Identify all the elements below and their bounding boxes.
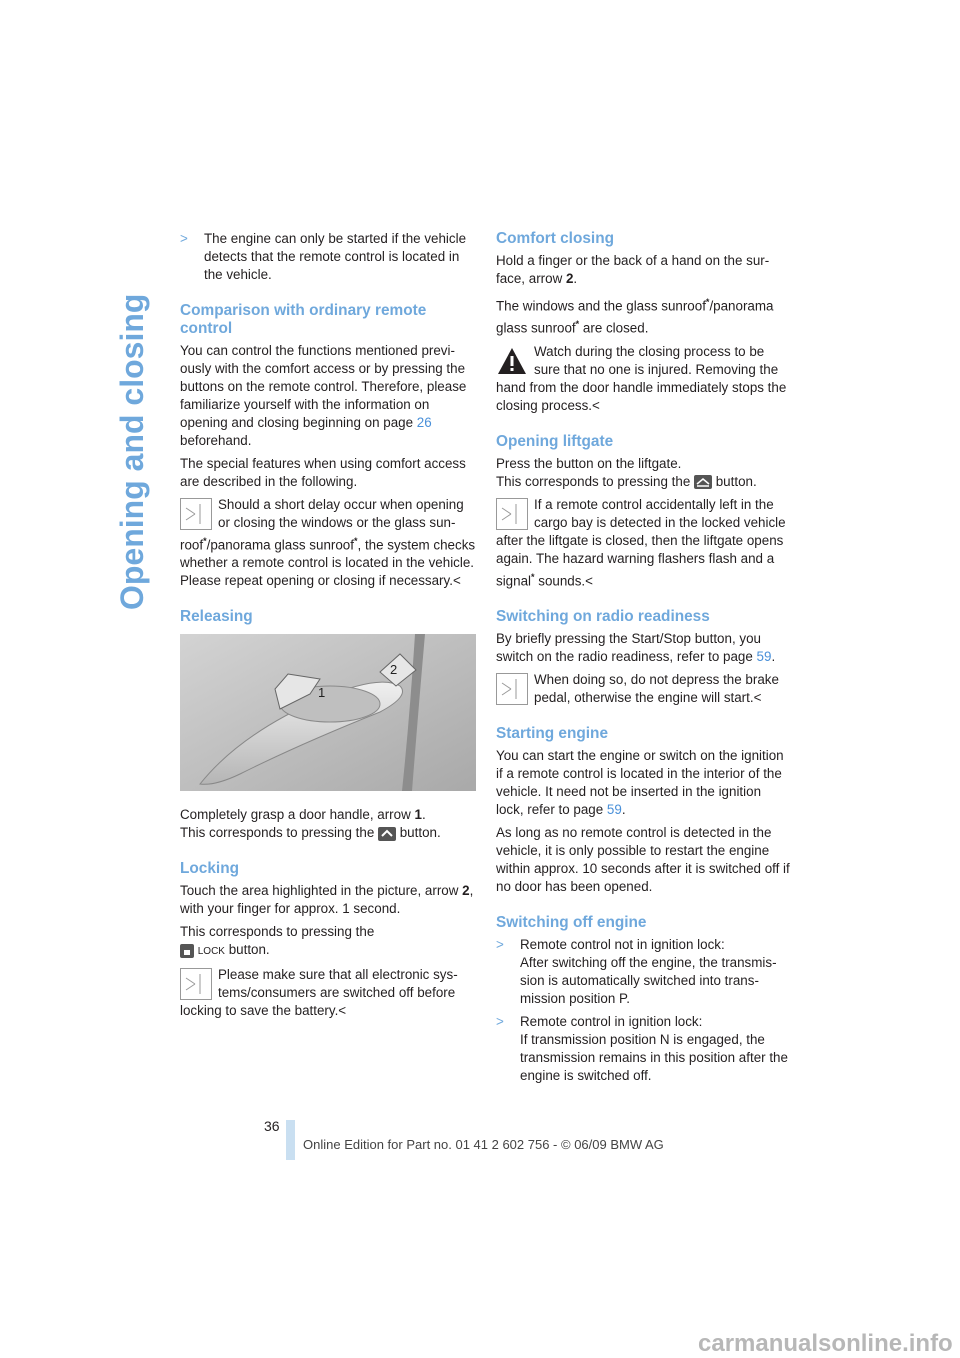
paragraph: You can start the engine or switch on the ignition if a remote control is located in the interior of the vehicle. It need not be inserted in the ignition lock, refer to page 59. <box>496 748 784 818</box>
end-mark: < <box>338 1003 347 1019</box>
heading-opening-liftgate: Opening liftgate <box>496 432 614 450</box>
right-column <box>496 230 792 1090</box>
warning-icon <box>496 345 528 377</box>
image-label-2: 2 <box>390 662 398 678</box>
bullet-marker: > <box>496 1014 504 1030</box>
note-block: Should a short delay occur when opening or closing the windows or the glass sunroof*/panorama glass sunroof*, the system checks whether a remote control is located in the vehicle. Please repeat opening or closing if necessary.< <box>180 497 476 589</box>
heading-radio-readiness: Switching on radio readiness <box>496 608 710 626</box>
end-mark: < <box>592 397 600 413</box>
paragraph: Press the button on the liftgate. This corresponds to pressing the button. <box>496 455 757 489</box>
note-block: If a remote control accidentally left in the cargo bay is detected in the locked vehicle after the liftgate is closed, then the liftgate opens again. The hazard warning flashers flash and a signal* sounds.< <box>496 496 786 589</box>
left-column <box>180 230 476 1025</box>
note-block: When doing so, do not depress the brake pedal, otherwise the engine will start.< <box>496 671 792 707</box>
footer-edition: Online Edition for Part no. 01 41 2 602 756 - © 06/09 BMW AG <box>303 1137 664 1152</box>
note-icon <box>496 498 528 530</box>
list-item: > Remote control in ignition lock: If transmission position N is engaged, the transmission remains in this position after the engine is switched off. <box>496 1014 788 1084</box>
side-title-text: Opening and closing <box>114 293 150 610</box>
lock-label: LOCK <box>197 946 225 958</box>
note-block: Please make sure that all electronic systems/consumers are switched off before locking to save the battery.< <box>180 967 458 1019</box>
heading-switching-off-engine: Switching off engine <box>496 914 647 932</box>
paragraph: This corresponds to pressing the LOCK button. <box>180 924 375 958</box>
page-link[interactable]: 59 <box>756 649 772 665</box>
heading-releasing: Releasing <box>180 608 253 626</box>
heading-locking: Locking <box>180 860 239 878</box>
end-mark: < <box>753 690 762 706</box>
paragraph: Hold a finger or the back of a hand on the surface, arrow 2. <box>496 253 770 286</box>
list-text: The engine can only be started if the vehicle detects that the remote control is located in the vehicle. <box>204 231 467 282</box>
heading-starting-engine: Starting engine <box>496 725 609 743</box>
paragraph: By briefly pressing the Start/Stop button, you switch on the radio readiness, refer to page 59. <box>496 631 776 665</box>
liftgate-button-icon <box>694 475 712 489</box>
paragraph: The special features when using comfort access are described in the following. <box>180 456 466 489</box>
heading-comparison: Comparison with ordinary remote control <box>180 302 427 337</box>
list-item <box>180 230 476 284</box>
heading-comfort-closing: Comfort closing <box>496 230 614 247</box>
page-link[interactable]: 59 <box>606 802 622 818</box>
warning-block: Watch during the closing process to be sure that no one is injured. Removing the hand from the door handle immediately stops the closing process.< <box>496 343 787 413</box>
page-link[interactable]: 26 <box>416 415 432 430</box>
door-handle-image <box>180 634 476 791</box>
paragraph: Completely grasp a door handle, arrow 1. This corresponds to pressing the button. <box>180 807 441 841</box>
paragraph: The windows and the glass sunroof*/panorama glass sunroof* are closed. <box>496 297 774 336</box>
end-mark: < <box>452 573 461 589</box>
paragraph: You can control the functions mentioned previously with the comfort access or by pressing the buttons on the remote control. Therefore, please familiarize yourself with the information on opening and closing beginning on page 26 beforehand. <box>180 343 467 448</box>
page-number: 36 <box>264 1118 280 1134</box>
bullet-marker: > <box>496 937 504 953</box>
note-icon <box>496 673 528 705</box>
side-section-title <box>97 230 157 610</box>
bullet-marker: > <box>180 231 188 246</box>
watermark: carmanualsonline.info <box>698 1330 953 1357</box>
paragraph: Touch the area highlighted in the picture, arrow 2, with your finger for approx. 1 second. <box>180 883 474 917</box>
note-icon <box>180 968 212 1000</box>
lock-button-icon <box>180 944 194 958</box>
image-label-1: 1 <box>318 685 326 701</box>
paragraph: As long as no remote control is detected in the vehicle, it is only possible to restart the engine within approx. 10 seconds after it is switched off if no door has been opened. <box>496 825 790 895</box>
end-mark: < <box>585 573 593 589</box>
note-icon <box>180 498 212 530</box>
footer-accent-bar <box>286 1120 295 1160</box>
unlock-button-icon <box>378 827 396 841</box>
list-item: > Remote control not in ignition lock: After switching off the engine, the transmission is automatically switched into transmission position P. <box>496 937 777 1007</box>
